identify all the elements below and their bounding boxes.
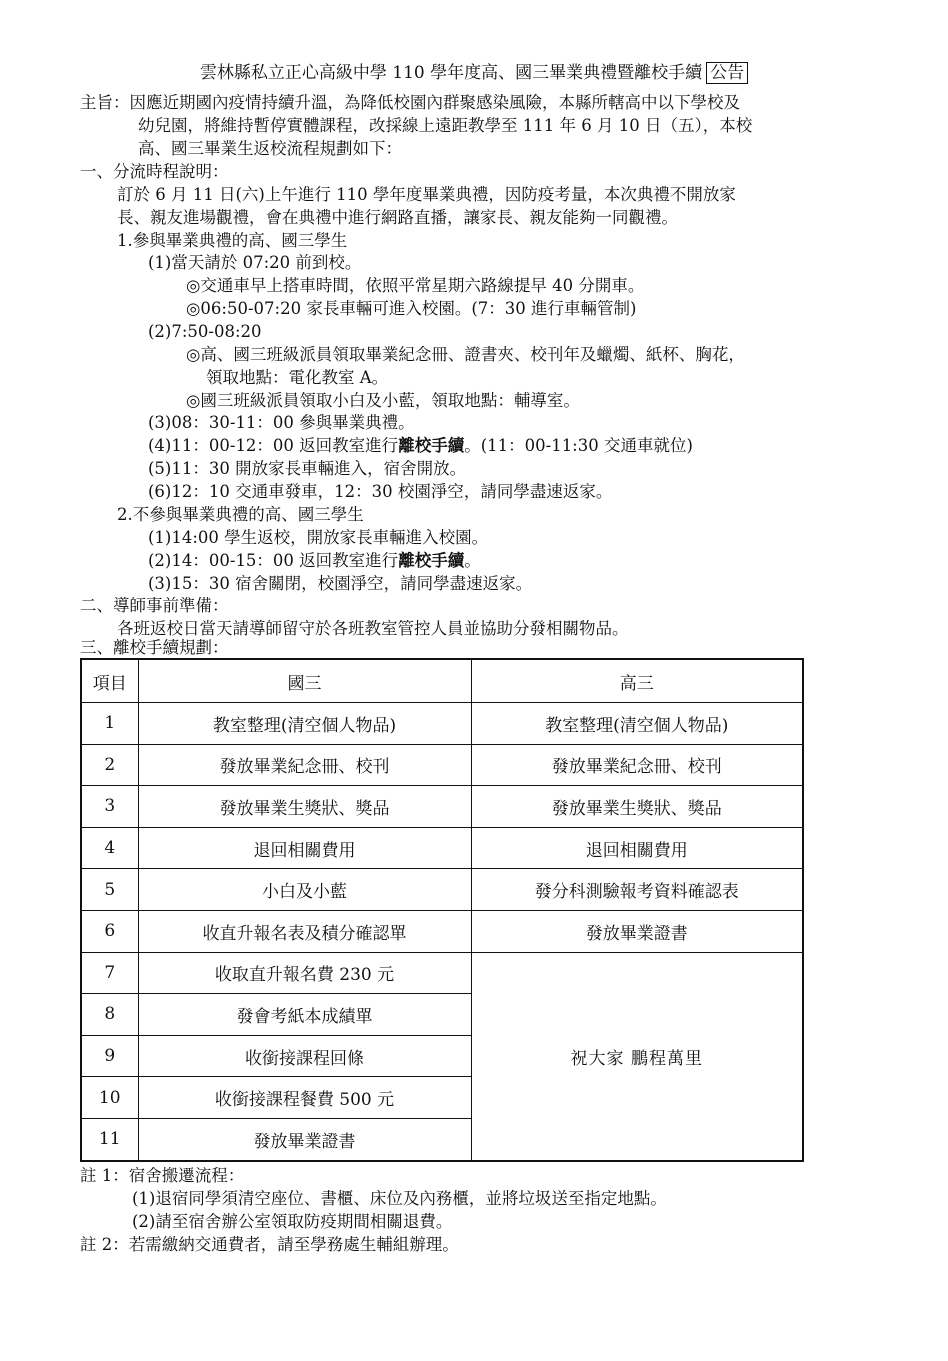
part1-item-2a: ◎高、國三班級派員領取畢業紀念冊、證書夾、校刊年及蠟燭、紙杯、胸花， <box>186 345 745 364</box>
part1-item-4-pre: (4)11：00-12：00 返回教室進行 <box>148 436 399 455</box>
junior-task: 收銜接課程餐費 500 元 <box>138 1077 471 1119</box>
note-2: 註 2：若需繳納交通費者，請至學務處生輔組辦理。 <box>80 1235 459 1254</box>
purpose-line-1 <box>80 92 740 114</box>
section3-heading: 三、離校手續規劃： <box>80 638 229 657</box>
section1-intro-2: 長、親友進場觀禮，會在典禮中進行網路直播，讓家長、親友能夠一同觀禮。 <box>117 208 678 227</box>
item-number: 5 <box>81 869 138 911</box>
junior-task: 小白及小藍 <box>138 869 471 911</box>
table-row <box>81 786 803 828</box>
part2-item-2-bold: 離校手續 <box>398 551 465 570</box>
part2-item-2-post: 。 <box>464 551 481 570</box>
document-title <box>0 62 948 84</box>
section2-heading: 二、導師事前準備： <box>80 596 229 615</box>
note-1a: (1)退宿同學須清空座位、書櫃、床位及內務櫃，並將垃圾送至指定地點。 <box>132 1189 667 1208</box>
note-1: 註 1：宿舍搬遷流程： <box>80 1166 245 1185</box>
junior-task: 發會考紙本成績單 <box>138 994 471 1036</box>
junior-task: 退回相關費用 <box>138 827 471 869</box>
purpose-label: 主旨： <box>80 93 130 112</box>
part2-item-2-pre: (2)14：00-15：00 返回教室進行 <box>148 551 399 570</box>
table-row <box>81 703 803 745</box>
part2-heading: 2.不參與畢業典禮的高、國三學生 <box>117 505 364 524</box>
item-number: 7 <box>81 952 138 994</box>
section1-intro-1: 訂於 6 月 11 日(六)上午進行 110 學年度畢業典禮，因防疫考量，本次典禮不開放家 <box>117 185 736 204</box>
part1-item-4-post: 。(11：00-11:30 交通車就位) <box>464 436 693 455</box>
part1-item-2a-cont: 領取地點：電化教室 A。 <box>206 368 389 387</box>
part1-item-2: (2)7:50-08:20 <box>148 322 262 341</box>
part1-item-1a: ◎交通車早上搭車時間，依照平常星期六路線提早 40 分開車。 <box>186 276 645 295</box>
purpose-line-2: 幼兒園，將維持暫停實體課程，改採線上遠距教學至 111 年 6 月 10 日（五），本校 <box>138 116 753 135</box>
part1-item-6: (6)12：10 交通車發車，12：30 校園淨空，請同學盡速返家。 <box>148 482 613 501</box>
part1-item-1: (1)當天請於 07:20 前到校。 <box>148 253 362 272</box>
junior-task: 發放畢業生獎狀、獎品 <box>138 786 471 828</box>
item-number: 3 <box>81 786 138 828</box>
junior-task: 收銜接課程回條 <box>138 1035 471 1077</box>
purpose-text-1: 因應近期國內疫情持續升溫，為降低校園內群聚感染風險，本縣所轄高中以下學校及 <box>129 93 740 112</box>
item-number: 11 <box>81 1118 138 1160</box>
table-row <box>81 744 803 786</box>
table-header-row <box>81 659 803 703</box>
part1-heading: 1.參與畢業典禮的高、國三學生 <box>117 231 348 250</box>
item-number: 8 <box>81 994 138 1036</box>
senior-farewell-message: 祝大家 鵬程萬里 <box>471 952 803 1160</box>
part2-item-2 <box>148 550 481 572</box>
table-row <box>81 910 803 952</box>
part1-item-1b: ◎06:50-07:20 家長車輛可進入校園。(7：30 進行車輛管制) <box>186 299 637 318</box>
part2-item-1: (1)14:00 學生返校，開放家長車輛進入校園。 <box>148 528 489 547</box>
purpose-line-3: 高、國三畢業生返校流程規劃如下： <box>138 139 402 158</box>
part2-item-3: (3)15：30 宿舍關閉，校園淨空，請同學盡速返家。 <box>148 574 533 593</box>
senior-task: 發放畢業生獎狀、獎品 <box>471 786 803 828</box>
header-item: 項目 <box>81 659 138 703</box>
junior-task: 收取直升報名費 230 元 <box>138 952 471 994</box>
senior-task: 發放畢業證書 <box>471 910 803 952</box>
item-number: 10 <box>81 1077 138 1119</box>
item-number: 2 <box>81 744 138 786</box>
table-row <box>81 869 803 911</box>
part1-item-4 <box>148 435 693 457</box>
departure-procedures-table <box>80 658 804 1162</box>
junior-task: 收直升報名表及積分確認單 <box>138 910 471 952</box>
title-text: 雲林縣私立正心高級中學 110 學年度高、國三畢業典禮暨離校手續 <box>199 63 703 83</box>
part1-item-4-bold: 離校手續 <box>398 436 465 455</box>
senior-task: 退回相關費用 <box>471 827 803 869</box>
table-row <box>81 952 803 994</box>
section2-body: 各班返校日當天請導師留守於各班教室管控人員並協助分發相關物品。 <box>117 619 629 638</box>
announcement-tag: 公告 <box>706 62 748 84</box>
item-number: 9 <box>81 1035 138 1077</box>
item-number: 1 <box>81 703 138 745</box>
item-number: 6 <box>81 910 138 952</box>
table-row <box>81 827 803 869</box>
senior-task: 教室整理(清空個人物品) <box>471 703 803 745</box>
junior-task: 教室整理(清空個人物品) <box>138 703 471 745</box>
item-number: 4 <box>81 827 138 869</box>
part1-item-2b: ◎國三班級派員領取小白及小藍，領取地點：輔導室。 <box>186 391 580 410</box>
part1-item-5: (5)11：30 開放家長車輛進入，宿舍開放。 <box>148 459 467 478</box>
senior-task: 發放畢業紀念冊、校刊 <box>471 744 803 786</box>
senior-task: 發分科測驗報考資料確認表 <box>471 869 803 911</box>
junior-task: 發放畢業紀念冊、校刊 <box>138 744 471 786</box>
section1-heading: 一、分流時程說明： <box>80 162 229 181</box>
note-1b: (2)請至宿舍辦公室領取防疫期間相關退費。 <box>132 1212 453 1231</box>
header-junior: 國三 <box>138 659 471 703</box>
header-senior: 高三 <box>471 659 803 703</box>
junior-task: 發放畢業證書 <box>138 1118 471 1160</box>
part1-item-3: (3)08：30-11：00 參與畢業典禮。 <box>148 413 415 432</box>
